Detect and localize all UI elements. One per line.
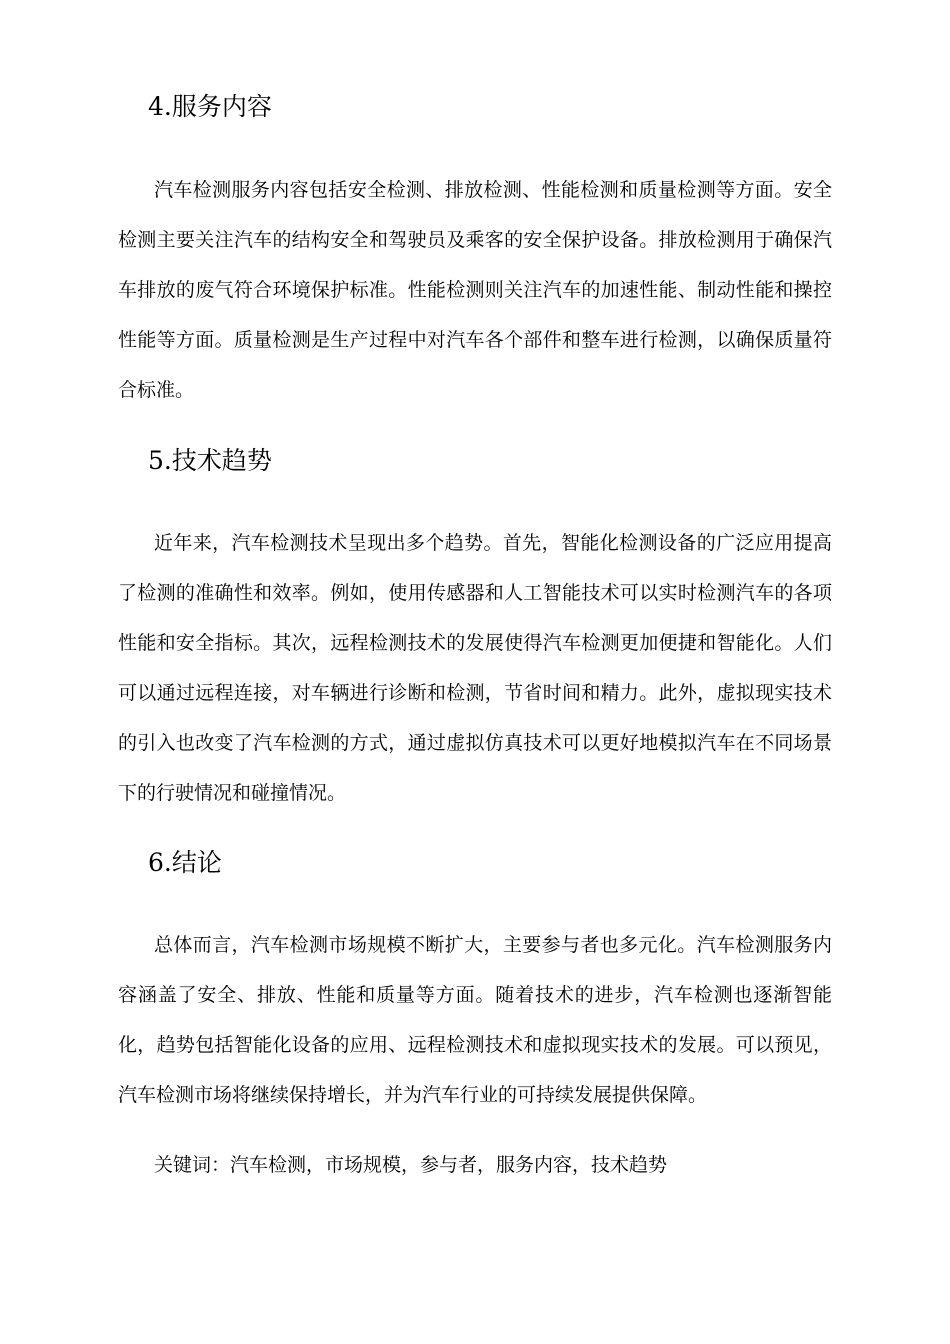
section-body-conclusion: 总体而言，汽车检测市场规模不断扩大，主要参与者也多元化。汽车检测服务内容涵盖了安全、排放、性能和质量等方面。随着技术的进步，汽车检测也逐渐智能化，趋势包括智能化设备的应用、远程检测技术和虚拟现实技术的发展。可以预见，汽车检测市场将继续保持增长，并为汽车行业的可持续发展提供保障。 xyxy=(118,934,832,1106)
keywords-line: 关键词：汽车检测，市场规模，参与者，服务内容，技术趋势 xyxy=(154,1154,668,1176)
section-body-tech-trends: 近年来，汽车检测技术呈现出多个趋势。首先，智能化检测设备的广泛应用提高了检测的准确性和效率。例如，使用传感器和人工智能技术可以实时检测汽车的各项性能和安全指标。其次，远程检测技术的发展使得汽车检测更加便捷和智能化。人们可以通过远程连接，对车辆进行诊断和检测，节省时间和精力。此外，虚拟现实技术的引入也改变了汽车检测的方式，通过虚拟仿真技术可以更好地模拟汽车在不同场景下的行驶情况和碰撞情况。 xyxy=(118,532,832,804)
section-body-service-content: 汽车检测服务内容包括安全检测、排放检测、性能检测和质量检测等方面。安全检测主要关注汽车的结构安全和驾驶员及乘客的安全保护设备。排放检测用于确保汽车排放的废气符合环境保护标准。性能检测则关注汽车的加速性能、制动性能和操控性能等方面。质量检测是生产过程中对汽车各个部件和整车进行检测，以确保质量符合标准。 xyxy=(118,179,832,401)
section-heading-service-content: 4.服务内容 xyxy=(148,92,272,121)
section-heading-tech-trends: 5.技术趋势 xyxy=(148,446,272,475)
section-heading-conclusion: 6.结论 xyxy=(148,848,222,877)
